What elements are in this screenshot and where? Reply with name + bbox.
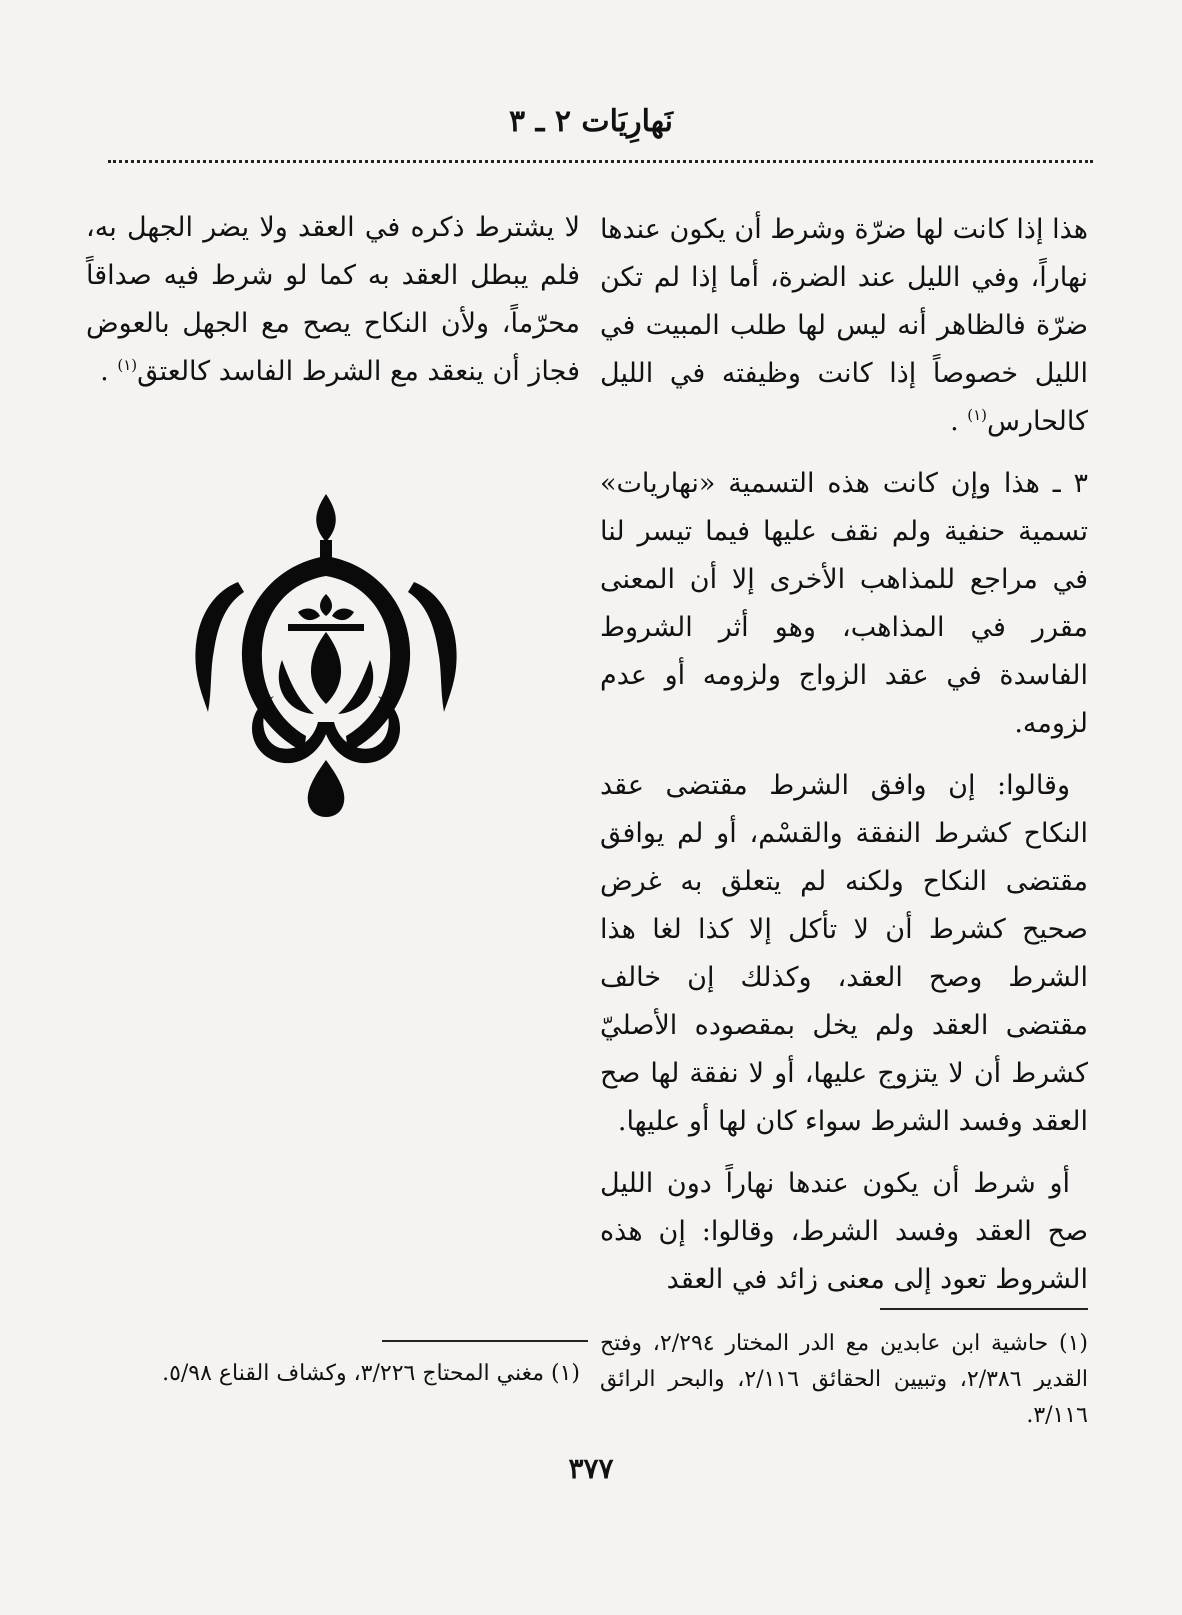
paragraph-text: هذا إذا كانت لها ضرّة وشرط أن يكون عندها نهاراً، وفي الليل عند الضرة، أما إذا لم تكن ضرّة فالظاهر أنه ليس لها طلب المبيت في الليل خصوصاً إذا كانت وظيفته في الليل كالحارس xyxy=(600,214,1088,437)
right-text-column xyxy=(600,206,1088,1318)
running-header: نَهارِيَات ٢ ـ ٣ xyxy=(509,104,673,139)
arabesque-ornament-icon xyxy=(186,490,466,830)
paragraph xyxy=(600,206,1088,446)
paragraph: ٣ ـ هذا وإن كانت هذه التسمية «نهاريات» تسمية حنفية ولم نقف عليها فيما تيسر لنا في مراجع للمذاهب الأخرى إلا أن المعنى مقرر في المذاهب، وهو أثر الشروط الفاسدة في عقد الزواج ولزومه أو عدم لزومه. xyxy=(600,468,1088,739)
page-number: ٣٧٧ xyxy=(568,1452,614,1485)
paragraph-end: . xyxy=(100,356,118,387)
left-text-column xyxy=(86,204,580,410)
paragraph: وقالوا: إن وافق الشرط مقتضى عقد النكاح كشرط النفقة والقسْم، أو لم يوافق مقتضى النكاح ولكنه لم يتعلق به غرض صحيح كشرط أن لا تأكل إلا كذا لغا هذا الشرط وصح العقد، وكذلك إن خالف مقتضى العقد ولم يخل بمقصوده الأصليّ كشرط أن لا يتزوج عليها، أو لا نفقة لها صح العقد وفسد الشرط سواء كان لها أو عليها. xyxy=(600,770,1088,1137)
paragraph: أو شرط أن يكون عندها نهاراً دون الليل صح العقد وفسد الشرط، وقالوا: إن هذه الشروط تعود إلى معنى زائد في العقد xyxy=(600,1168,1088,1295)
footnote-divider xyxy=(880,1308,1088,1310)
footnote-reference[interactable]: (١) xyxy=(967,406,988,424)
paragraph-text: لا يشترط ذكره في العقد ولا يضر الجهل به، فلم يبطل العقد به كما لو شرط فيه صداقاً محرّماً، ولأن النكاح يصح مع الجهل بالعوض فجاز أن ينعقد مع الشرط الفاسد كالعتق xyxy=(86,212,580,387)
footnote: (١) مغني المحتاج ٣/٢٢٦، وكشاف القناع ٥/٩٨. xyxy=(162,1361,580,1386)
footnote: (١) حاشية ابن عابدين مع الدر المختار ٢/٢٩٤، وفتح القدير ٢/٣٨٦، وتبيين الحقائق ٢/١١٦، والبحر الرائق ٣/١١٦. xyxy=(600,1331,1089,1428)
paragraph-end: . xyxy=(950,406,968,437)
header-dotted-divider xyxy=(108,160,1093,163)
paragraph xyxy=(86,204,580,396)
footnote-divider xyxy=(382,1340,588,1342)
footnote-reference[interactable]: (١) xyxy=(117,356,138,374)
